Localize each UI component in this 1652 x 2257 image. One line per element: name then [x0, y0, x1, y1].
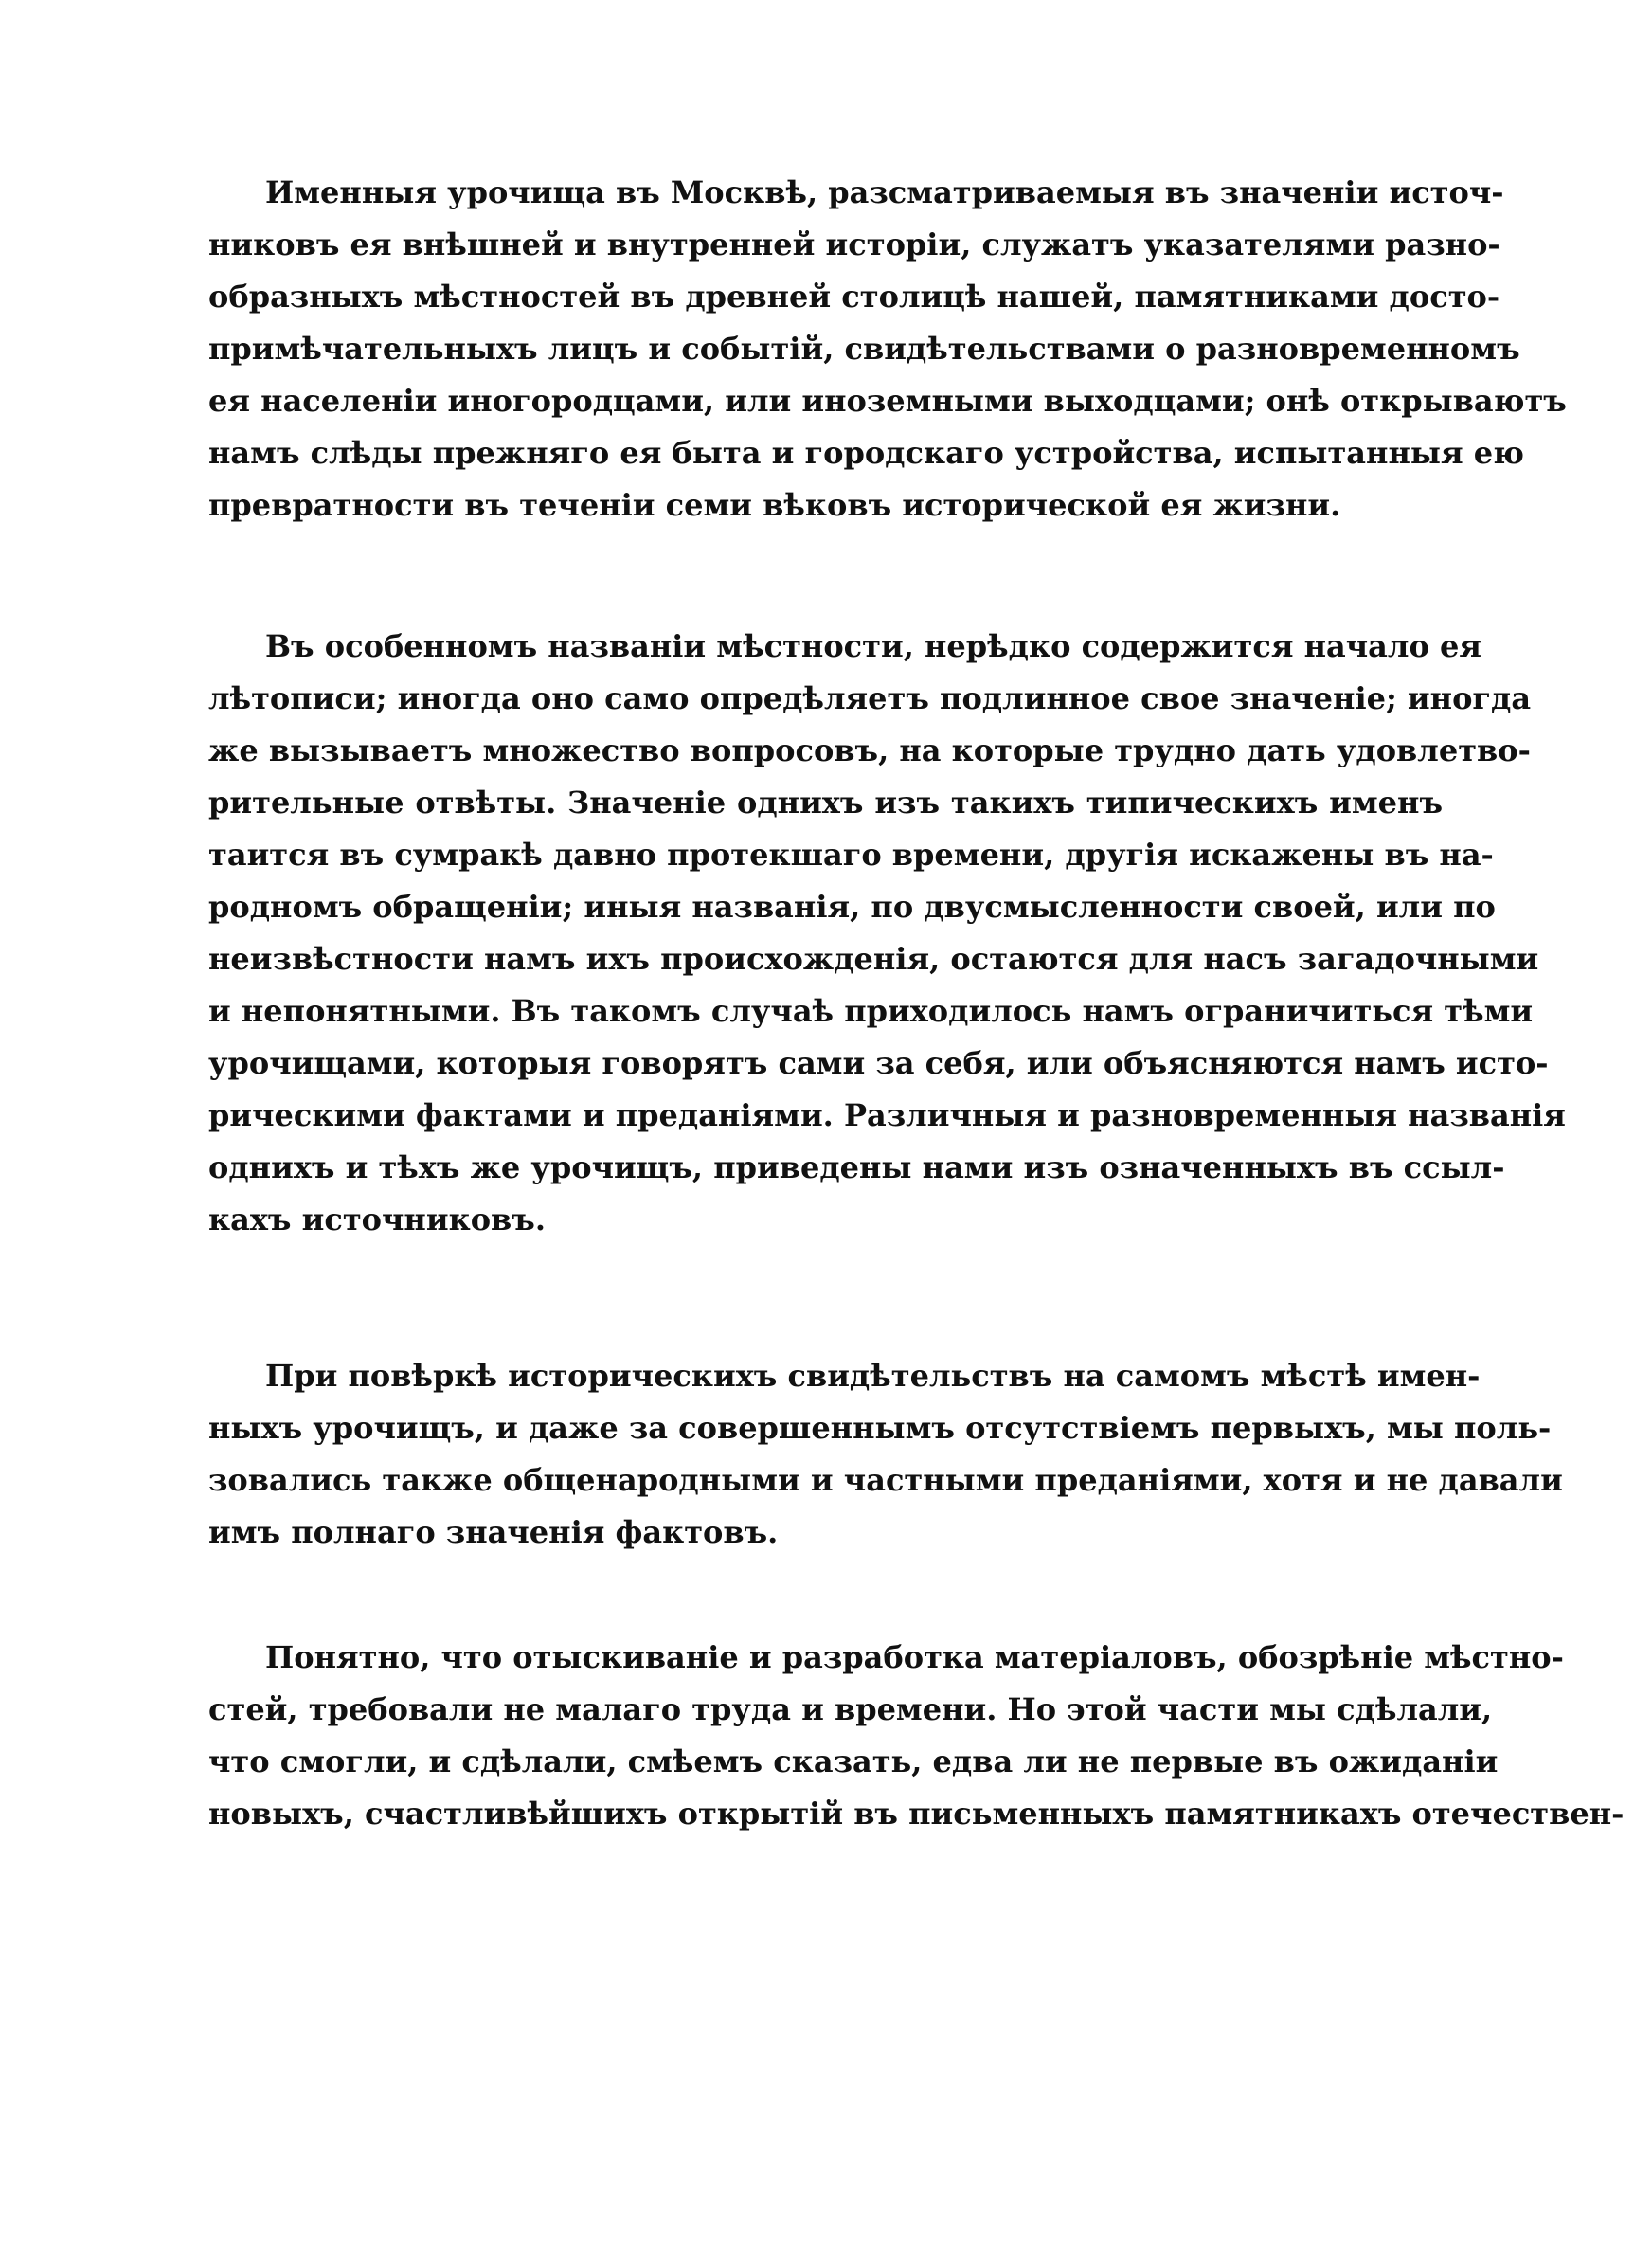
paragraph-2 [208, 621, 1566, 1246]
paragraph-1 [208, 167, 1567, 532]
text-line: примѣчательныхъ лицъ и событій, свидѣтельствами о разновременномъ [208, 331, 1520, 367]
text-line: ныхъ урочищъ, и даже за совершеннымъ отсутствіемъ первыхъ, мы поль- [208, 1410, 1552, 1446]
text-line: неизвѣстности намъ ихъ происхожденія, остаются для насъ загадочными [208, 941, 1539, 977]
text-line: При повѣркѣ историческихъ свидѣтельствъ на самомъ мѣстѣ имен- [265, 1358, 1481, 1394]
text-line: образныхъ мѣстностей въ древней столицѣ нашей, памятниками досто- [208, 279, 1500, 315]
text-line: ея населеніи иногородцами, или иноземными выходцами; онѣ открываютъ [208, 383, 1567, 419]
text-line: никовъ ея внѣшней и внутренней исторіи, служатъ указателями разно- [208, 226, 1500, 262]
text-line: Именныя урочища въ Москвѣ, разсматриваемыя въ значеніи источ- [265, 174, 1504, 210]
text-line: имъ полнаго значенія фактовъ. [208, 1514, 779, 1550]
text-line: и непонятными. Въ такомъ случаѣ приходилось намъ ограничиться тѣми [208, 993, 1534, 1029]
text-line: Понятно, что отыскиваніе и разработка матеріаловъ, обозрѣніе мѣстно- [265, 1639, 1564, 1675]
text-line: таится въ сумракѣ давно протекшаго времени, другія искажены въ на- [208, 837, 1494, 873]
text-line: рическими фактами и преданіями. Различныя и разновременныя названія [208, 1097, 1566, 1133]
text-line: стей, требовали не малаго труда и времени. Но этой части мы сдѣлали, [208, 1691, 1493, 1727]
paragraph-3 [208, 1350, 1563, 1559]
text-line: однихъ и тѣхъ же урочищъ, приведены нами изъ означенныхъ въ ссыл- [208, 1149, 1505, 1185]
text-line: новыхъ, счастливѣйшихъ открытій въ письменныхъ памятникахъ отечествен- [208, 1796, 1625, 1832]
text-line: рительные отвѣты. Значеніе однихъ изъ такихъ типическихъ именъ [208, 785, 1443, 821]
text-line: родномъ обращеніи; иныя названія, по двусмысленности своей, или по [208, 889, 1496, 925]
paragraph-4 [208, 1632, 1625, 1840]
text-line: урочищами, которыя говорятъ сами за себя, или объясняются намъ исто- [208, 1045, 1549, 1081]
text-line: лѣтописи; иногда оно само опредѣляетъ подлинное свое значеніе; иногда [208, 680, 1532, 716]
text-line: превратности въ теченіи семи вѣковъ исторической ея жизни. [208, 487, 1341, 523]
text-line: Въ особенномъ названіи мѣстности, нерѣдко содержится начало ея [265, 628, 1481, 664]
text-line: зовались также общенародными и частными преданіями, хотя и не давали [208, 1462, 1563, 1498]
text-line: кахъ источниковъ. [208, 1201, 546, 1237]
text-line: что смогли, и сдѣлали, смѣемъ сказать, едва ли не первые въ ожиданіи [208, 1743, 1499, 1779]
text-line: намъ слѣды прежняго ея быта и городскаго устройства, испытанныя ею [208, 435, 1524, 471]
text-line: же вызываетъ множество вопросовъ, на которые трудно дать удовлетво- [208, 732, 1531, 768]
